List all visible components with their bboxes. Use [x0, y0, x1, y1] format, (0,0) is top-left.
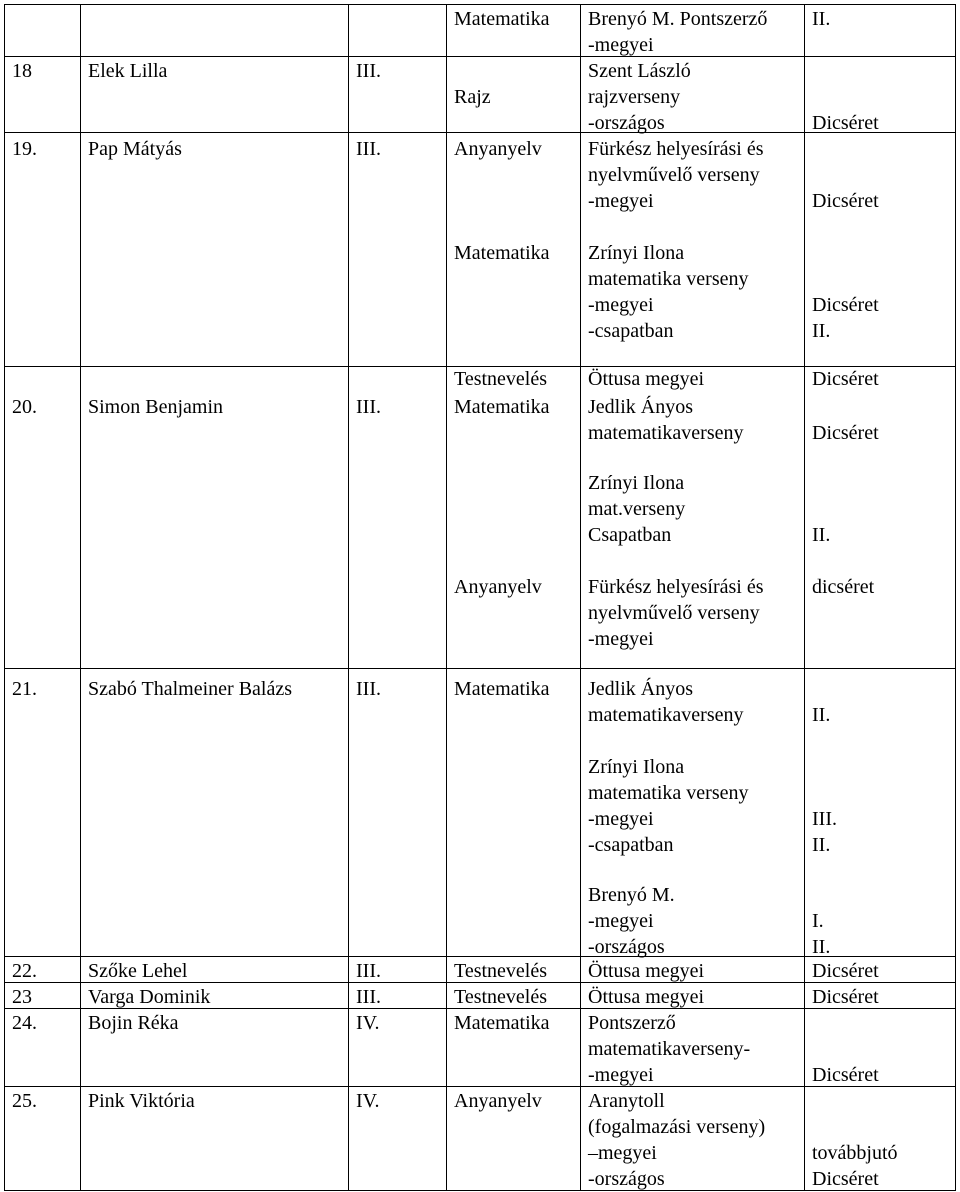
class-level: IV. — [356, 1012, 380, 1034]
competition-name: -megyei — [588, 190, 654, 212]
column-divider — [804, 4, 805, 1191]
subject: Anyanyelv — [454, 138, 542, 160]
column-divider — [955, 4, 956, 1191]
subject: Anyanyelv — [454, 576, 542, 598]
row-divider — [4, 4, 956, 5]
result: Dicséret — [812, 986, 879, 1008]
competition-name: -csapatban — [588, 834, 674, 856]
competition-name: Zrínyi Ilona — [588, 756, 685, 778]
competition-name: Jedlik Ányos — [588, 396, 693, 418]
result: Dicséret — [812, 294, 879, 316]
result: Dicséret — [812, 112, 879, 134]
student-name: Varga Dominik — [88, 986, 211, 1008]
subject: Matematika — [454, 1012, 550, 1034]
competition-name: nyelvművelő verseny — [588, 164, 760, 186]
subject: Matematika — [454, 678, 550, 700]
result: Dicséret — [812, 1168, 879, 1190]
result: III. — [812, 808, 837, 830]
result: dicséret — [812, 576, 875, 598]
competition-name: -országos — [588, 112, 665, 134]
result: II. — [812, 834, 831, 856]
class-level: III. — [356, 960, 381, 982]
subject: Testnevelés — [454, 986, 548, 1008]
student-name: Simon Benjamin — [88, 396, 223, 418]
competition-name: Brenyó M. — [588, 884, 675, 906]
result: Dicséret — [812, 190, 879, 212]
result: II. — [812, 8, 831, 30]
competition-name: Jedlik Ányos — [588, 678, 693, 700]
competition-name: Csapatban — [588, 524, 672, 546]
competition-name: -országos — [588, 1168, 665, 1190]
class-level: III. — [356, 396, 381, 418]
competition-name: matematika verseny — [588, 782, 749, 804]
competition-name: Zrínyi Ilona — [588, 472, 685, 494]
competition-name: Fürkész helyesírási és — [588, 576, 764, 598]
row-divider — [4, 668, 956, 669]
student-name: Elek Lilla — [88, 60, 168, 82]
subject: Matematika — [454, 396, 550, 418]
subject: Testnevelés — [454, 368, 548, 390]
class-level: III. — [356, 678, 381, 700]
competition-name: Zrínyi Ilona — [588, 242, 685, 264]
competition-name: nyelvművelő verseny — [588, 602, 760, 624]
result: Dicséret — [812, 1064, 879, 1086]
column-divider — [4, 4, 5, 1191]
competition-name: matematikaverseny — [588, 422, 744, 444]
column-divider — [80, 4, 81, 1191]
student-name: Pap Mátyás — [88, 138, 182, 160]
row-number: 19. — [12, 138, 37, 160]
column-divider — [446, 4, 447, 1191]
row-number: 21. — [12, 678, 37, 700]
class-level: III. — [356, 138, 381, 160]
competition-name: Brenyó M. Pontszerző — [588, 8, 768, 30]
competition-name: Fürkész helyesírási és — [588, 138, 764, 160]
class-level: III. — [356, 60, 381, 82]
subject: Matematika — [454, 242, 550, 264]
competition-name: rajzverseny — [588, 86, 681, 108]
row-number: 23 — [12, 986, 32, 1008]
competition-name: -országos — [588, 936, 665, 958]
competition-name: Öttusa megyei — [588, 986, 705, 1008]
subject: Rajz — [454, 86, 491, 108]
row-number: 22. — [12, 960, 37, 982]
subject: Matematika — [454, 8, 550, 30]
student-name: Szabó Thalmeiner Balázs — [88, 678, 293, 700]
class-level: IV. — [356, 1090, 380, 1112]
competition-name: (fogalmazási verseny) — [588, 1116, 766, 1138]
competition-name: matematikaverseny — [588, 704, 744, 726]
result: II. — [812, 524, 831, 546]
row-number: 18 — [12, 60, 32, 82]
competition-name: Öttusa megyei — [588, 368, 705, 390]
competition-name: mat.verseny — [588, 498, 686, 520]
result: Dicséret — [812, 960, 879, 982]
competition-name: Pontszerző — [588, 1012, 676, 1034]
result: továbbjutó — [812, 1142, 898, 1164]
result: Dicséret — [812, 368, 879, 390]
row-number: 20. — [12, 396, 37, 418]
column-divider — [580, 4, 581, 1191]
competition-name: -megyei — [588, 628, 654, 650]
competition-name: -megyei — [588, 294, 654, 316]
competition-name: -csapatban — [588, 320, 674, 342]
competition-name: –megyei — [588, 1142, 657, 1164]
student-name: Szőke Lehel — [88, 960, 188, 982]
result: Dicséret — [812, 422, 879, 444]
competition-name: matematikaverseny- — [588, 1038, 751, 1060]
student-name: Bojin Réka — [88, 1012, 179, 1034]
result: II. — [812, 704, 831, 726]
competition-name: -megyei — [588, 910, 654, 932]
class-level: III. — [356, 986, 381, 1008]
competition-name: Öttusa megyei — [588, 960, 705, 982]
subject: Anyanyelv — [454, 1090, 542, 1112]
row-divider — [4, 56, 956, 57]
subject: Testnevelés — [454, 960, 548, 982]
competition-name: -megyei — [588, 808, 654, 830]
result: I. — [812, 910, 824, 932]
row-number: 24. — [12, 1012, 37, 1034]
competition-name: -megyei — [588, 34, 654, 56]
competition-name: -megyei — [588, 1064, 654, 1086]
row-number: 25. — [12, 1090, 37, 1112]
competition-name: matematika verseny — [588, 268, 749, 290]
column-divider — [348, 4, 349, 1191]
result: II. — [812, 936, 831, 958]
student-name: Pink Viktória — [88, 1090, 195, 1112]
competition-name: Szent László — [588, 60, 691, 82]
competition-name: Aranytoll — [588, 1090, 665, 1112]
result: II. — [812, 320, 831, 342]
